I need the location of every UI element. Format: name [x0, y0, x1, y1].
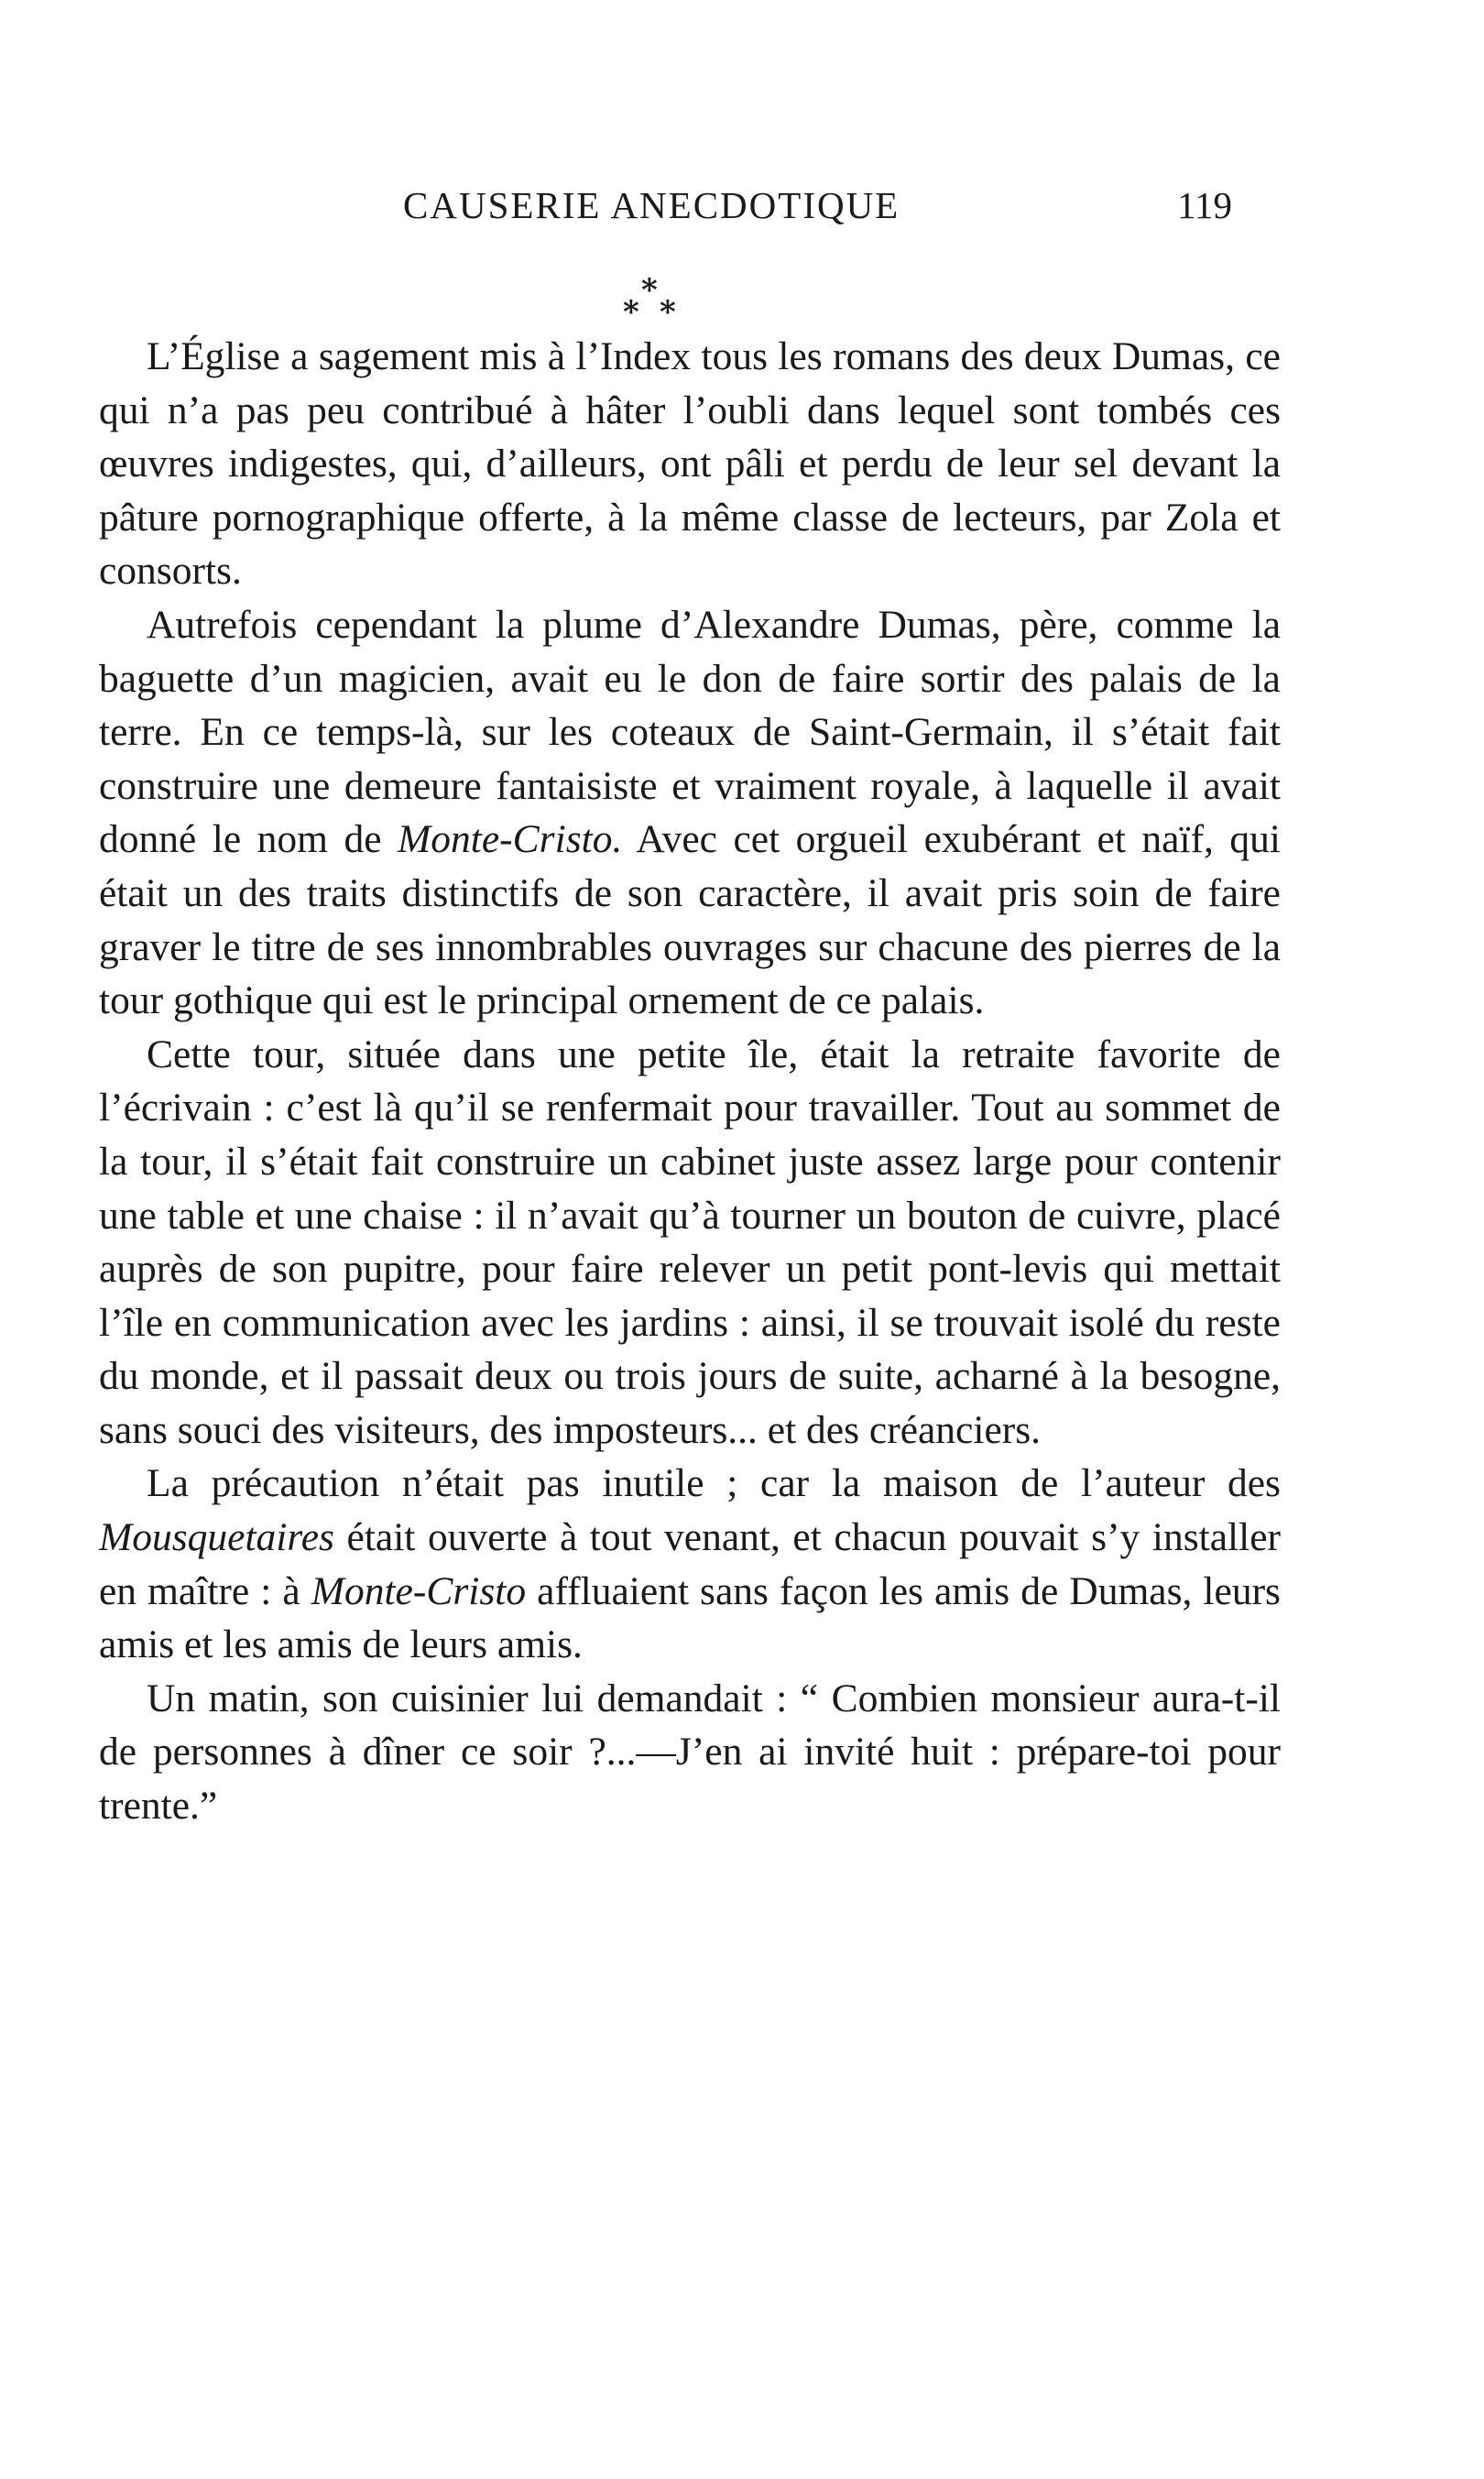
paragraph-text: La précaution n’était pas inutile ; car la maison de l’auteur des — [147, 1461, 1281, 1506]
paragraph — [99, 330, 1281, 598]
paragraph-text: Un matin, son cuisinier lui demandait : “ Combien monsieur aura-t-il de personnes à dîner ce soir ?...—J’en ai invité huit : prépare-toi pour trente.” — [99, 1676, 1281, 1829]
asterisk-left: * — [623, 294, 639, 331]
paragraph — [99, 1028, 1281, 1458]
asterisk-right: * — [660, 294, 676, 331]
italic-title: Monte-Cristo. — [398, 817, 623, 862]
page-number: 119 — [1177, 184, 1232, 226]
paragraph-text: Avec cet orgueil exubérant et naïf, qui était un des traits distinctifs de son caractère, il avait pris soin de faire graver le titre de ses innombrables ouvrages sur chacune des pierres de la tour gothique qui est le principal ornement de ce palais. — [99, 817, 1282, 1023]
paragraph — [99, 1672, 1281, 1833]
body-text — [99, 330, 1281, 1833]
italic-title: Monte-Cristo — [311, 1568, 527, 1613]
asterisk-top: * — [641, 272, 658, 309]
paragraph-text: était ouverte à tout venant, et chacun pouvait s’y installer en maître : à — [99, 1515, 1281, 1613]
running-head: CAUSERIE ANECDOTIQUE — [403, 184, 900, 226]
paragraph — [99, 598, 1281, 1028]
paragraph-text: L’Église a sagement mis à l’Index tous les romans des deux Dumas, ce qui n’a pas peu contribué à hâter l’oubli dans lequel sont tombés ces œuvres indigestes, qui, d’ailleurs, ont pâli et perdu de leur sel devant la pâture pornographique offerte, à la même classe de lecteurs, par Zola et consorts. — [99, 334, 1281, 594]
paragraph — [99, 1457, 1281, 1671]
paragraph-text: Autrefois cependant la plume d’Alexandre Dumas, père, comme la baguette d’un magicien, avait eu le don de faire sortir des palais de la terre. En ce temps-là, sur les coteaux de Saint-Germain, il s’était fait construire une demeure fantaisiste et vraiment royale, à laquelle il avait donné le nom de — [99, 602, 1281, 862]
italic-title: Mousquetaires — [99, 1515, 334, 1560]
paragraph-text: Cette tour, située dans une petite île, était la retraite favorite de l’écrivain : c’est là qu’il se renfermait pour travailler. Tout au sommet de la tour, il s’était fait construire un cabinet juste assez large pour contenir une table et une chaise : il n’avait qu’à tourner un bouton de cuivre, placé auprès de son pupitre, pour faire relever un petit pont-levis qui mettait l’île en communication avec les jardins : ainsi, il se trouvait isolé du reste du monde, et il passait deux ou trois jours de suite, acharné à la besogne, sans souci des visiteurs, des imposteurs... et des créanciers. — [99, 1032, 1281, 1452]
paragraph-text: affluaient sans façon les amis de Dumas, leurs amis et les amis de leurs amis. — [99, 1568, 1281, 1667]
asterism-separator — [623, 272, 678, 331]
